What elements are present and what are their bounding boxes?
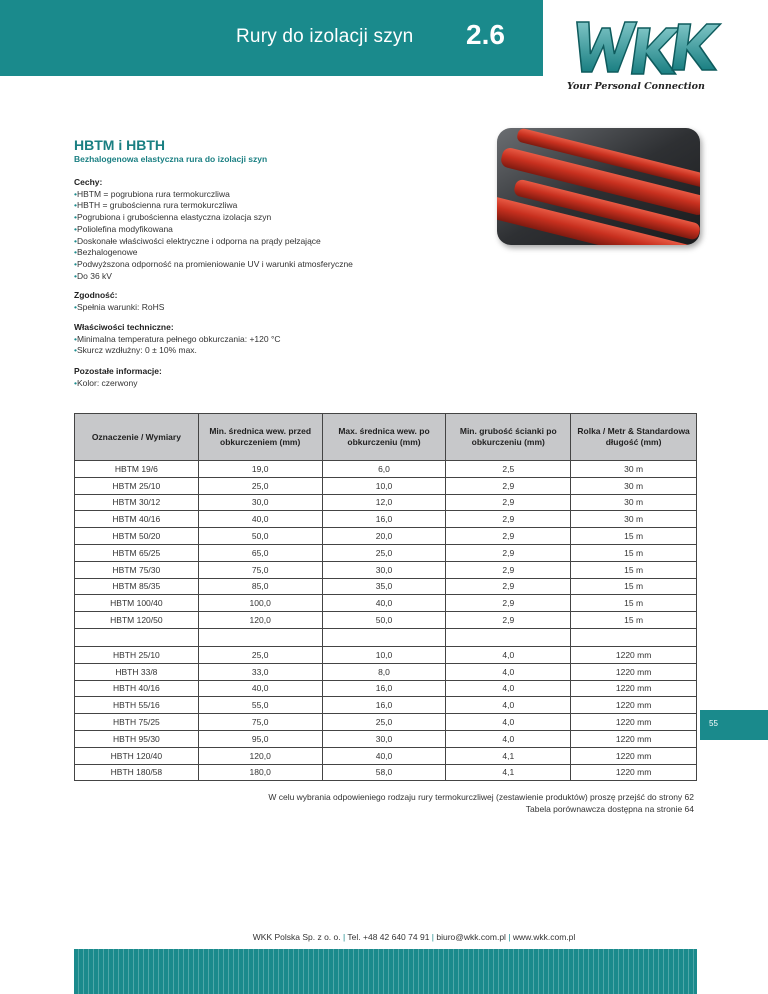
table-cell: 30,0 [322, 730, 446, 747]
features-heading: Cechy: [74, 177, 103, 187]
table-cell: HBTM 25/10 [75, 477, 199, 494]
table-cell: 1220 mm [571, 730, 697, 747]
hbtm-rows [75, 461, 697, 629]
table-cell: 6,0 [322, 461, 446, 478]
table-cell: 25,0 [322, 714, 446, 731]
table-cell: HBTH 33/8 [75, 663, 199, 680]
table-cell: HBTM 30/12 [75, 494, 199, 511]
separator: | [431, 932, 437, 942]
table-cell: HBTM 120/50 [75, 612, 199, 629]
table-cell: 50,0 [322, 612, 446, 629]
separator: | [508, 932, 513, 942]
table-row [75, 680, 697, 697]
feature-item: • HBTM = pogrubiona rura termokurczliwa [74, 189, 353, 201]
table-row [75, 646, 697, 663]
table-cell: HBTM 85/35 [75, 578, 199, 595]
table-row [75, 595, 697, 612]
table-cell: HBTH 40/16 [75, 680, 199, 697]
footer-phone: Tel. +48 42 640 74 91 [347, 932, 430, 942]
table-cell: 4,0 [446, 730, 571, 747]
logo-tagline: Your Personal Connection [567, 81, 705, 92]
product-photo [497, 128, 700, 245]
table-cell: 85,0 [198, 578, 322, 595]
table-cell: 4,0 [446, 697, 571, 714]
feature-item: • Do 36 kV [74, 271, 353, 283]
table-cell: 2,9 [446, 494, 571, 511]
table-cell: 40,0 [198, 680, 322, 697]
table-cell: 4,0 [446, 714, 571, 731]
table-cell: 10,0 [322, 477, 446, 494]
table-cell: 40,0 [322, 747, 446, 764]
compliance-heading: Zgodność: [74, 290, 118, 300]
table-cell: 15 m [571, 612, 697, 629]
table-cell: HBTM 40/16 [75, 511, 199, 528]
table-row [75, 561, 697, 578]
table-cell: HBTM 75/30 [75, 561, 199, 578]
table-cell: 55,0 [198, 697, 322, 714]
table-spacer [75, 628, 697, 646]
table-cell: 1220 mm [571, 697, 697, 714]
table-cell: 30 m [571, 494, 697, 511]
table-cell: 30,0 [198, 494, 322, 511]
other-info-section [74, 366, 162, 389]
table-cell: 16,0 [322, 511, 446, 528]
feature-item: • Bezhalogenowe [74, 247, 353, 259]
table-cell: 25,0 [198, 477, 322, 494]
technical-heading: Właściwości techniczne: [74, 322, 174, 332]
col-header-min-diameter: Min. średnica wew. przed obkurczeniem (mm) [198, 414, 322, 461]
table-cell: 4,1 [446, 764, 571, 781]
table-cell: 1220 mm [571, 764, 697, 781]
table-cell: 19,0 [198, 461, 322, 478]
table-cell: HBTH 25/10 [75, 646, 199, 663]
table-row [75, 663, 697, 680]
table-cell: 2,9 [446, 544, 571, 561]
table-row [75, 511, 697, 528]
compliance-section [74, 290, 164, 313]
table-row [75, 764, 697, 781]
note-line: W celu wybrania odpowieniego rodzaju rury termokurczliwej (zestawienie produktów) proszę przejść do strony 62 [268, 792, 694, 802]
table-row [75, 544, 697, 561]
table-cell: 2,9 [446, 528, 571, 545]
table-cell: 2,9 [446, 561, 571, 578]
table-cell: 65,0 [198, 544, 322, 561]
table-cell: 1220 mm [571, 663, 697, 680]
features-section [74, 177, 353, 282]
table-cell: 1220 mm [571, 680, 697, 697]
table-cell: 15 m [571, 544, 697, 561]
section-title: Rury do izolacji szyn [236, 26, 414, 47]
footer-company: WKK Polska Sp. z o. o. [252, 932, 341, 942]
table-row [75, 461, 697, 478]
table-cell: 50,0 [198, 528, 322, 545]
table-cell: 30,0 [322, 561, 446, 578]
spec-table [74, 413, 697, 781]
reference-note [268, 791, 694, 815]
feature-item: • HBTH = grubościenna rura termokurczliwa [74, 200, 353, 212]
col-header-roll-length: Rolka / Metr & Standardowa długość (mm) [571, 414, 697, 461]
table-cell: 180,0 [198, 764, 322, 781]
table-cell: 1220 mm [571, 747, 697, 764]
table-cell: 25,0 [322, 544, 446, 561]
col-header-designation: Oznaczenie / Wymiary [75, 414, 199, 461]
technical-item: • Minimalna temperatura pełnego obkurczania: +120 °C [74, 334, 281, 346]
table-cell: 15 m [571, 561, 697, 578]
table-cell: 2,9 [446, 595, 571, 612]
table-cell: 33,0 [198, 663, 322, 680]
table-cell: 40,0 [198, 511, 322, 528]
table-cell: 100,0 [198, 595, 322, 612]
table-cell: HBTH 120/40 [75, 747, 199, 764]
spacer-row [75, 628, 697, 646]
footer-website[interactable]: www.wkk.com.pl [512, 932, 576, 942]
table-cell: 2,9 [446, 511, 571, 528]
table-cell: 15 m [571, 595, 697, 612]
table-cell: 35,0 [322, 578, 446, 595]
table-row [75, 477, 697, 494]
table-cell: 25,0 [198, 646, 322, 663]
table-cell: 8,0 [322, 663, 446, 680]
table-cell: 12,0 [322, 494, 446, 511]
table-cell: HBTM 50/20 [75, 528, 199, 545]
feature-item: • Pogrubiona i grubościenna elastyczna izolacja szyn [74, 212, 353, 224]
table-cell: 58,0 [322, 764, 446, 781]
technical-item: • Skurcz wzdłużny: 0 ± 10% max. [74, 345, 281, 357]
table-row [75, 747, 697, 764]
table-cell: 4,0 [446, 663, 571, 680]
table-cell: HBTH 180/58 [75, 764, 199, 781]
table-cell: 120,0 [198, 747, 322, 764]
section-number: 2.6 [466, 19, 505, 50]
table-cell: 30 m [571, 461, 697, 478]
table-cell: 4,0 [446, 646, 571, 663]
table-cell: 75,0 [198, 561, 322, 578]
table-cell: HBTM 100/40 [75, 595, 199, 612]
table-cell: 120,0 [198, 612, 322, 629]
separator: | [343, 932, 348, 942]
note-line: Tabela porównawcza dostępna na stronie 64 [525, 804, 694, 814]
product-title: HBTM i HBTH [74, 137, 165, 153]
table-cell: 15 m [571, 578, 697, 595]
table-cell: 2,5 [446, 461, 571, 478]
table-cell: 10,0 [322, 646, 446, 663]
compliance-item: • Spełnia warunki: RoHS [74, 302, 164, 314]
feature-item: • Poliolefina modyfikowana [74, 224, 353, 236]
table-cell: 20,0 [322, 528, 446, 545]
table-row [75, 730, 697, 747]
table-cell: HBTH 95/30 [75, 730, 199, 747]
table-row [75, 528, 697, 545]
col-header-wall-thickness: Min. grubość ścianki po obkurczeniu (mm) [446, 414, 571, 461]
table-cell: 2,9 [446, 578, 571, 595]
table-cell: 30 m [571, 477, 697, 494]
product-subtitle: Bezhalogenowa elastyczna rura do izolacji szyn [74, 154, 268, 164]
table-cell: 15 m [571, 528, 697, 545]
hbth-rows [75, 646, 697, 780]
table-cell: HBTM 19/6 [75, 461, 199, 478]
col-header-max-diameter: Max. średnica wew. po obkurczeniu (mm) [322, 414, 446, 461]
table-row [75, 578, 697, 595]
table-row [75, 494, 697, 511]
table-row [75, 714, 697, 731]
table-cell: 16,0 [322, 697, 446, 714]
page-number: 55 [700, 710, 768, 740]
footer-band [74, 949, 697, 994]
feature-item: • Doskonałe właściwości elektryczne i odporna na prądy pełzające [74, 236, 353, 248]
table-cell: 16,0 [322, 680, 446, 697]
table-cell: HBTH 75/25 [75, 714, 199, 731]
header-band [0, 0, 543, 76]
table-cell: 2,9 [446, 612, 571, 629]
table-cell: 4,0 [446, 680, 571, 697]
table-cell: 1220 mm [571, 714, 697, 731]
table-row [75, 612, 697, 629]
other-info-heading: Pozostałe informacje: [74, 366, 162, 376]
table-cell: 75,0 [198, 714, 322, 731]
table-cell: 30 m [571, 511, 697, 528]
table-cell: 4,1 [446, 747, 571, 764]
table-cell: 40,0 [322, 595, 446, 612]
table-cell: 95,0 [198, 730, 322, 747]
footer-email[interactable]: biuro@wkk.com.pl [436, 932, 506, 942]
technical-section [74, 322, 281, 357]
table-cell: HBTM 65/25 [75, 544, 199, 561]
other-info-item: • Kolor: czerwony [74, 378, 162, 390]
table-row [75, 697, 697, 714]
feature-item: • Podwyższona odporność na promieniowanie UV i warunki atmosferyczne [74, 259, 353, 271]
footer-contact [0, 932, 768, 942]
table-cell: 2,9 [446, 477, 571, 494]
table-header-row [75, 414, 697, 461]
table-cell: HBTH 55/16 [75, 697, 199, 714]
table-cell: 1220 mm [571, 646, 697, 663]
